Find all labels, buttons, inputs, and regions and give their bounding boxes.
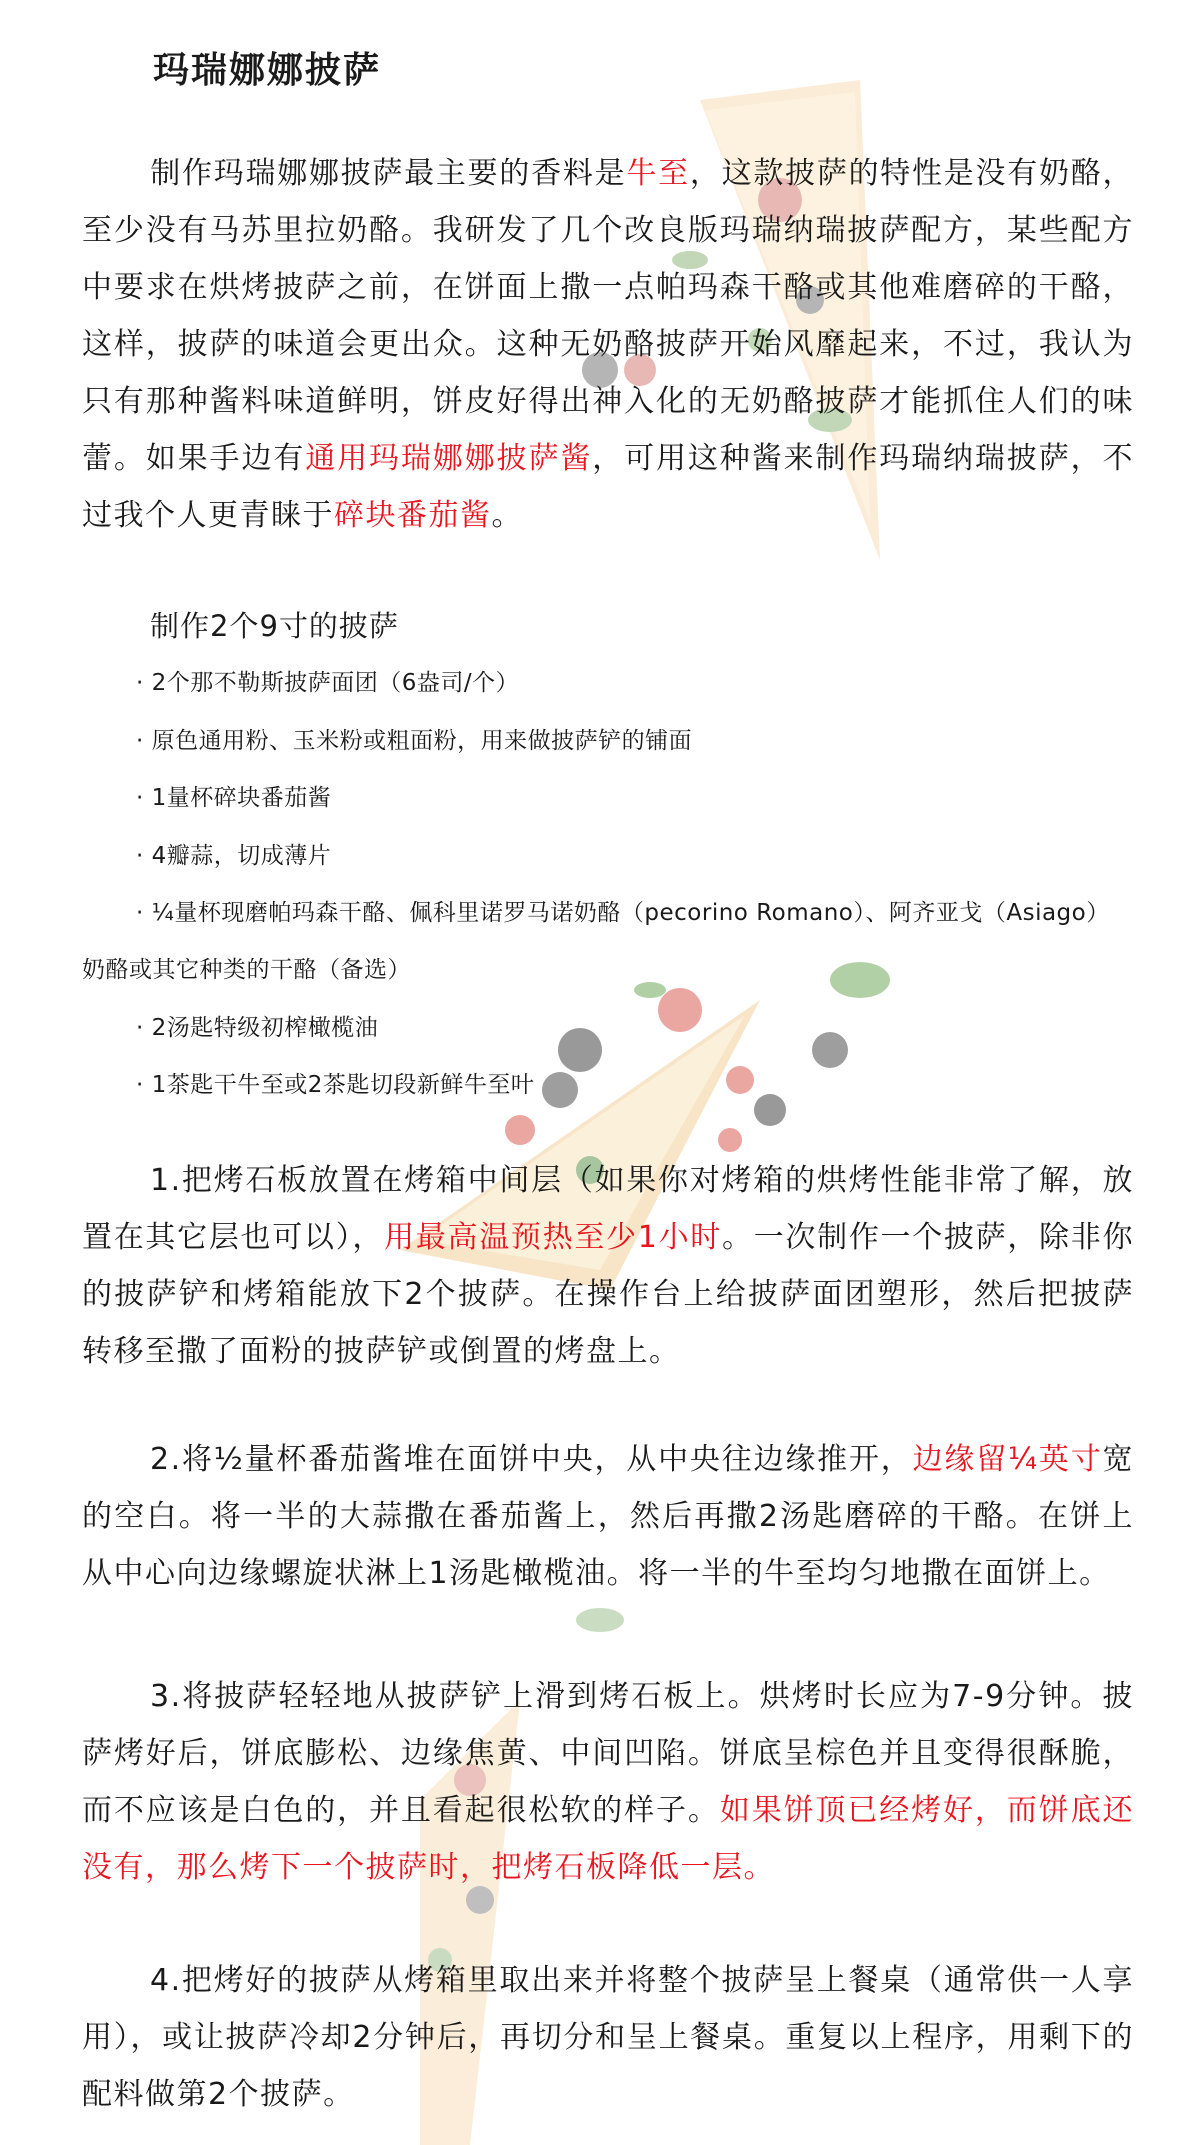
ingredient-item: · 1茶匙干牛至或2茶匙切段新鲜牛至叶 [136, 1072, 535, 1098]
intro-paragraph: 制作玛瑞娜娜披萨最主要的香料是牛至，这款披萨的特性是没有奶酪，至少没有马苏里拉奶酪。我研发了几个改良版玛瑞纳瑞披萨配方，某些配方中要求在烘烤披萨之前，在饼面上撒一点帕玛森干酪或其他难磨碎的干酪，这样，披萨的味道会更出众。这种无奶酪披萨开始风靡起来，不过，我认为只有那种酱料味道鲜明，饼皮好得出神入化的无奶酪披萨才能抓住人们的味蕾。如果手边有通用玛瑞娜娜披萨酱，可用这种酱来制作玛瑞纳瑞披萨，不过我个人更青睐于碎块番茄酱。 [82, 156, 1135, 533]
ingredient-item: · 4瓣蒜，切成薄片 [136, 843, 332, 869]
highlight-marinara-sauce: 通用玛瑞娜娜披萨酱 [305, 441, 593, 476]
highlight-lower-stone: 如果饼顶已经烤好，而饼底还没有，那么烤下一个披萨时，把烤石板降低一层。 [82, 1793, 1134, 1885]
step-4-paragraph: 4.把烤好的披萨从烤箱里取出来并将整个披萨呈上餐桌（通常供一人享用），或让披萨冷却2分钟后，再切分和呈上餐桌。重复以上程序，用剩下的配料做第2个披萨。 [82, 1963, 1134, 2112]
ingredient-item-continued: 奶酪或其它种类的干酪（备选） [82, 957, 411, 983]
ingredients-heading: 制作2个9寸的披萨 [150, 609, 399, 643]
step-1-paragraph: 1.把烤石板放置在烤箱中间层（如果你对烤箱的烘烤性能非常了解，放置在其它层也可以），用最高温预热至少1小时。一次制作一个披萨，除非你的披萨铲和烤箱能放下2个披萨。在操作台上给披萨面团塑形，然后把披萨转移至撒了面粉的披萨铲或倒置的烤盘上。 [82, 1163, 1134, 1369]
highlight-oregano: 牛至 [626, 156, 690, 191]
highlight-crushed-tomato-sauce: 碎块番茄酱 [334, 498, 492, 533]
ingredient-item: · 2个那不勒斯披萨面团（6盎司/个） [136, 670, 520, 696]
ingredient-item: · 1量杯碎块番茄酱 [136, 785, 332, 811]
highlight-preheat: 用最高温预热至少1小时 [384, 1220, 722, 1255]
ingredient-item: · ¼量杯现磨帕玛森干酪、佩科里诺罗马诺奶酪（pecorino Romano）、阿齐亚戈（Asiago） [136, 900, 1110, 926]
highlight-border: 边缘留¼英寸 [912, 1442, 1103, 1477]
page-title: 玛瑞娜娜披萨 [153, 50, 382, 91]
step-3-paragraph: 3.将披萨轻轻地从披萨铲上滑到烤石板上。烘烤时长应为7-9分钟。披萨烤好后，饼底膨松、边缘焦黄、中间凹陷。饼底呈棕色并且变得很酥脆，而不应该是白色的，并且看起很松软的样子。如果饼顶已经烤好，而饼底还没有，那么烤下一个披萨时，把烤石板降低一层。 [82, 1679, 1134, 1885]
ingredient-item: · 2汤匙特级初榨橄榄油 [136, 1015, 379, 1041]
ingredient-item: · 原色通用粉、玉米粉或粗面粉，用来做披萨铲的铺面 [136, 728, 693, 754]
step-2-paragraph: 2.将½量杯番茄酱堆在面饼中央，从中央往边缘推开，边缘留¼英寸宽的空白。将一半的大蒜撒在番茄酱上，然后再撒2汤匙磨碎的干酪。在饼上从中心向边缘螺旋状淋上1汤匙橄榄油。将一半的牛至均匀地撒在面饼上。 [82, 1442, 1134, 1591]
